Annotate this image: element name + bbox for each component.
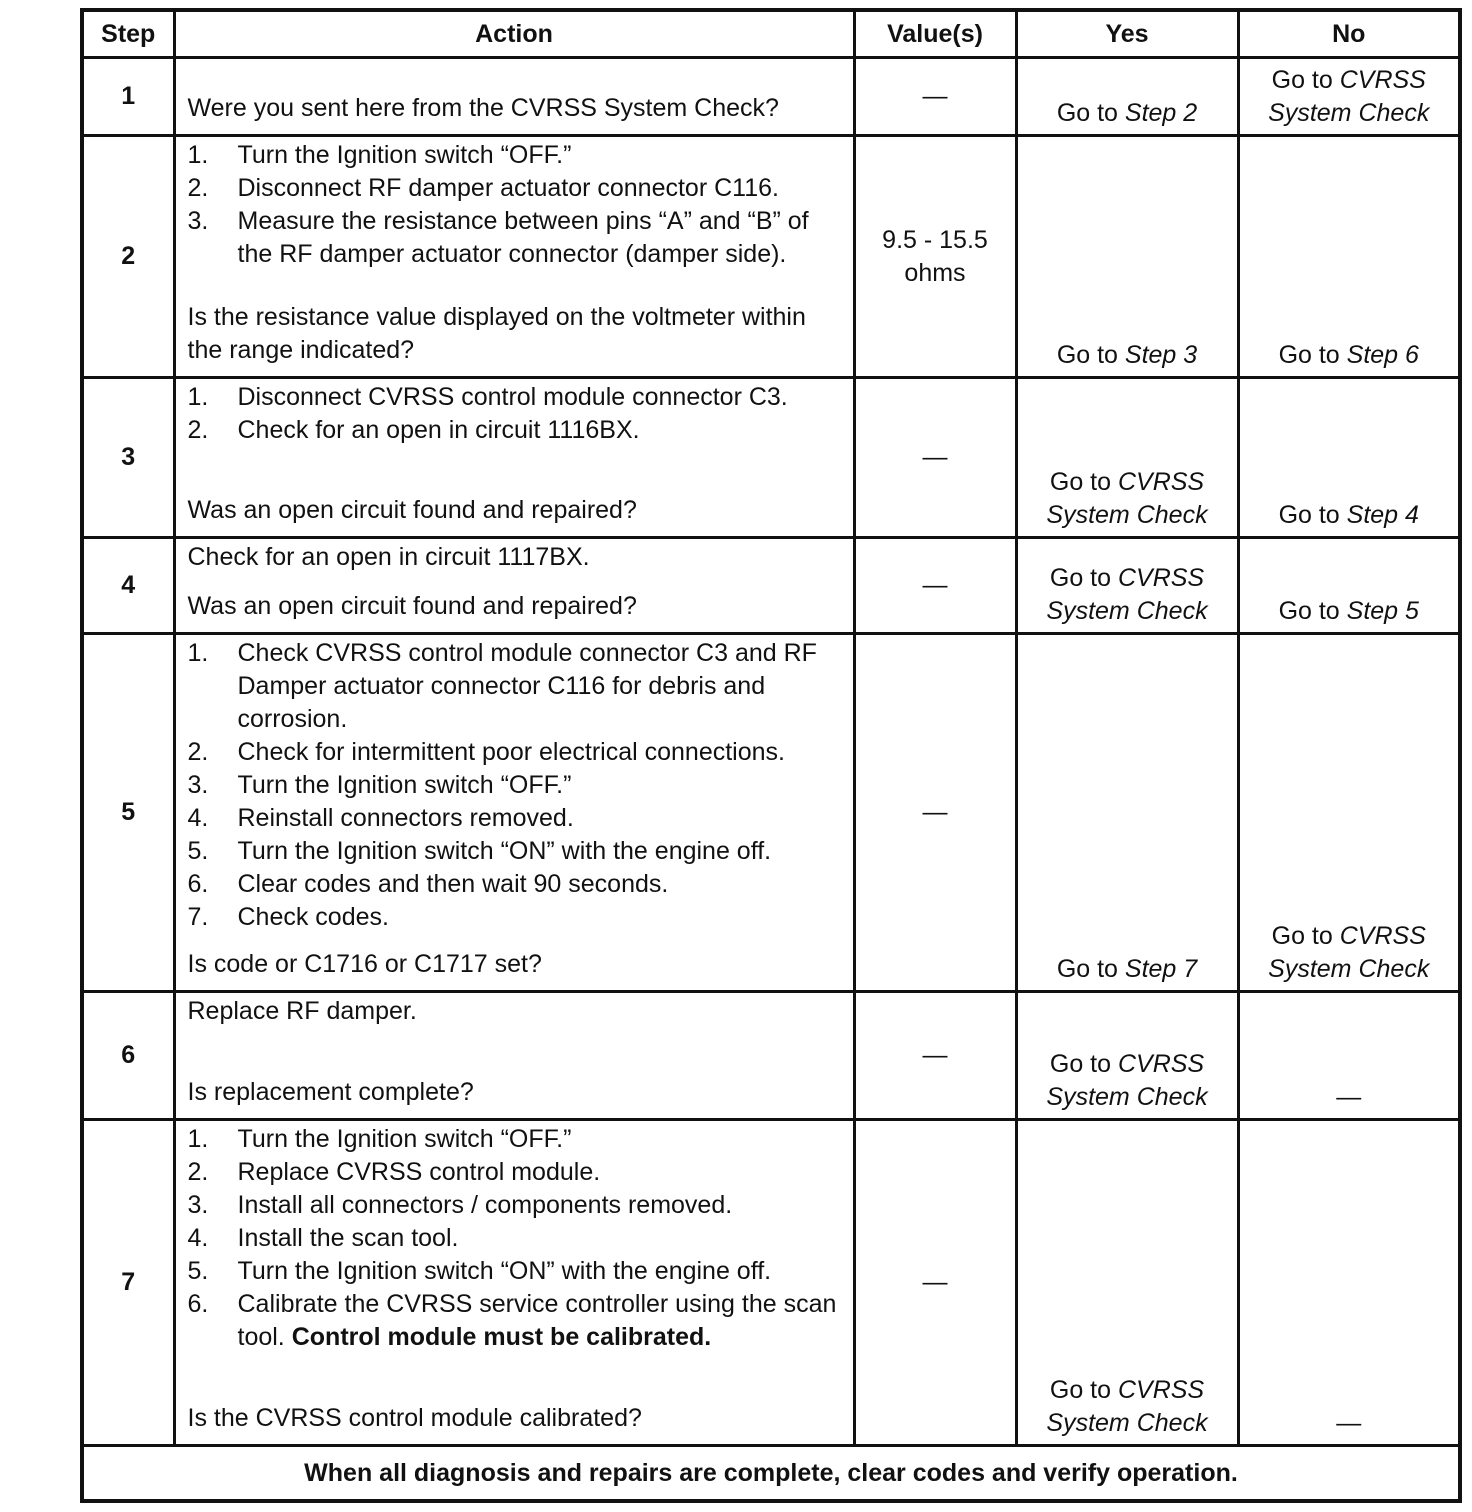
item-text — [238, 139, 843, 172]
no-prefix: Go to — [1278, 597, 1347, 625]
step-number: 5 — [82, 634, 174, 992]
item-text-body: Disconnect RF damper actuator connector C116. — [237, 174, 779, 202]
item-text-body: Measure the resistance between pins “A” and “B” of the RF damper actuator connector (damper side). — [237, 207, 809, 268]
item-text-body: Install all connectors / components removed. — [237, 1191, 733, 1219]
table-row — [82, 1120, 1460, 1446]
no-target-link[interactable]: Step 5 — [1346, 597, 1419, 625]
no-cell — [1238, 58, 1460, 136]
item-text — [238, 1189, 843, 1222]
item-number: 5. — [187, 1257, 209, 1285]
item-text-body: Replace CVRSS control module. — [237, 1158, 601, 1186]
yes-prefix: Go to — [1049, 468, 1118, 496]
action-cell — [174, 992, 854, 1120]
question-text: Was an open circuit found and repaired? — [187, 592, 637, 620]
no-prefix: Go to — [1271, 66, 1340, 94]
item-text — [238, 1288, 843, 1354]
item-text — [238, 1222, 843, 1255]
item-text — [238, 1123, 843, 1156]
action-cell — [174, 136, 854, 378]
list-item — [188, 1189, 843, 1222]
item-number: 1. — [187, 141, 209, 169]
value-text: — — [922, 1041, 948, 1069]
yes-cell — [1016, 136, 1238, 378]
item-number: 1. — [187, 639, 209, 667]
no-cell — [1238, 992, 1460, 1120]
step-number: 2 — [82, 136, 174, 378]
item-text — [238, 172, 843, 205]
value-cell — [854, 136, 1016, 378]
action-cell — [174, 1120, 854, 1446]
item-text-body: Turn the Ignition switch “ON” with the engine off. — [237, 1257, 772, 1285]
yes-prefix: Go to — [1049, 1050, 1118, 1078]
item-text-body: Check codes. — [237, 903, 389, 931]
list-item — [188, 205, 843, 271]
item-text-body: Disconnect CVRSS control module connector C3. — [237, 383, 788, 411]
item-number: 2. — [187, 1158, 209, 1186]
item-number: 1. — [187, 383, 209, 411]
list-item — [188, 736, 843, 769]
value-cell — [854, 378, 1016, 538]
item-text — [238, 868, 843, 901]
yes-target-link[interactable]: CVRSS System Check — [1046, 1050, 1208, 1111]
no-target-link: — — [1336, 1083, 1362, 1111]
item-number: 1. — [187, 1125, 209, 1153]
value-cell — [854, 538, 1016, 634]
item-text — [238, 637, 843, 736]
value-cell — [854, 1120, 1016, 1446]
item-text-body: Reinstall connectors removed. — [237, 804, 574, 832]
action-list — [188, 381, 843, 447]
no-cell — [1238, 378, 1460, 538]
item-text-body: Check CVRSS control module connector C3 and RF Damper actuator connector C116 for debris and corrosion. — [237, 639, 817, 733]
table-row — [82, 58, 1460, 136]
list-item — [188, 637, 843, 736]
diagnostic-table — [80, 8, 1462, 1503]
value-text: 9.5 - 15.5 ohms — [882, 225, 988, 287]
yes-cell — [1016, 378, 1238, 538]
no-cell — [1238, 136, 1460, 378]
yes-target-link[interactable]: Step 3 — [1124, 341, 1198, 369]
item-number: 6. — [187, 870, 209, 898]
table-body — [82, 58, 1460, 1446]
item-text-body: Install the scan tool. — [237, 1224, 459, 1252]
list-item — [188, 1288, 843, 1354]
header-yes: Yes — [1016, 10, 1238, 58]
list-item — [188, 414, 843, 447]
item-number: 2. — [187, 738, 209, 766]
item-number: 4. — [187, 1224, 209, 1252]
no-target-link[interactable]: CVRSS System Check — [1268, 922, 1430, 983]
no-target-link[interactable]: Step 6 — [1346, 341, 1419, 369]
yes-prefix: Go to — [1056, 955, 1125, 983]
action-list — [188, 637, 843, 934]
no-prefix: Go to — [1278, 501, 1347, 529]
table-row — [82, 634, 1460, 992]
step-number: 4 — [82, 538, 174, 634]
question-text: Is replacement complete? — [187, 1078, 474, 1106]
item-text-body: Check for intermittent poor electrical connections. — [237, 738, 785, 766]
table-row — [82, 378, 1460, 538]
list-item — [188, 172, 843, 205]
item-text — [238, 414, 843, 447]
item-number: 6. — [187, 1290, 209, 1318]
question-text: Was an open circuit found and repaired? — [187, 496, 637, 524]
yes-target-link[interactable]: Step 7 — [1124, 955, 1198, 983]
list-item — [188, 769, 843, 802]
action-list — [188, 1123, 843, 1354]
action-text: Check for an open in circuit 1117BX. — [187, 543, 590, 571]
item-number: 4. — [187, 804, 209, 832]
item-text-body: Turn the Ignition switch “OFF.” — [237, 1125, 572, 1153]
list-item — [188, 835, 843, 868]
action-list — [188, 139, 843, 271]
question-text: Were you sent here from the CVRSS System Check? — [187, 94, 779, 122]
no-cell — [1238, 538, 1460, 634]
step-number: 1 — [82, 58, 174, 136]
yes-prefix: Go to — [1056, 341, 1125, 369]
item-number: 7. — [187, 903, 209, 931]
list-item — [188, 901, 843, 934]
no-prefix: Go to — [1278, 341, 1347, 369]
item-text-body: Turn the Ignition switch “OFF.” — [237, 771, 572, 799]
yes-cell — [1016, 992, 1238, 1120]
value-text: — — [922, 82, 948, 110]
item-text — [238, 1156, 843, 1189]
item-text — [238, 901, 843, 934]
list-item — [188, 139, 843, 172]
value-cell — [854, 992, 1016, 1120]
action-text: Replace RF damper. — [187, 997, 417, 1025]
value-text: — — [922, 571, 948, 599]
item-number: 3. — [187, 207, 209, 235]
header-step: Step — [82, 10, 174, 58]
yes-cell — [1016, 1120, 1238, 1446]
action-cell — [174, 58, 854, 136]
item-warning: Control module must be calibrated. — [291, 1323, 712, 1351]
question-text: Is the resistance value displayed on the voltmeter within the range indicated? — [187, 303, 806, 364]
yes-cell — [1016, 58, 1238, 136]
question-text: Is the CVRSS control module calibrated? — [187, 1404, 642, 1432]
no-target-link[interactable]: Step 4 — [1346, 501, 1419, 529]
no-prefix: Go to — [1271, 922, 1340, 950]
yes-target-link[interactable]: Step 2 — [1124, 99, 1198, 127]
action-cell — [174, 538, 854, 634]
item-text-body: Turn the Ignition switch “ON” with the engine off. — [237, 837, 772, 865]
item-number: 2. — [187, 416, 209, 444]
item-number: 5. — [187, 837, 209, 865]
item-number: 3. — [187, 771, 209, 799]
item-number: 2. — [187, 174, 209, 202]
step-number: 7 — [82, 1120, 174, 1446]
no-cell — [1238, 1120, 1460, 1446]
item-text — [238, 769, 843, 802]
item-text — [238, 802, 843, 835]
action-cell — [174, 378, 854, 538]
value-cell — [854, 634, 1016, 992]
yes-prefix: Go to — [1056, 99, 1125, 127]
yes-target-link[interactable]: CVRSS System Check — [1046, 564, 1208, 625]
value-text: — — [922, 798, 948, 826]
yes-target-link[interactable]: CVRSS System Check — [1046, 468, 1208, 529]
list-item — [188, 1222, 843, 1255]
yes-target-link[interactable]: CVRSS System Check — [1046, 1376, 1208, 1437]
item-text-body: Check for an open in circuit 1116BX. — [237, 416, 640, 444]
no-target-link[interactable]: CVRSS System Check — [1268, 66, 1430, 127]
value-text: — — [922, 443, 948, 471]
item-text-body: Clear codes and then wait 90 seconds. — [237, 870, 669, 898]
item-text — [238, 736, 843, 769]
list-item — [188, 868, 843, 901]
yes-prefix: Go to — [1049, 564, 1118, 592]
question-text: Is code or C1716 or C1717 set? — [187, 950, 542, 978]
header-values: Value(s) — [854, 10, 1016, 58]
action-cell — [174, 634, 854, 992]
yes-cell — [1016, 634, 1238, 992]
footer-row — [82, 1446, 1460, 1502]
item-text — [238, 205, 843, 271]
item-text-body: Turn the Ignition switch “OFF.” — [237, 141, 572, 169]
item-text-body: Calibrate the CVRSS service controller using the scan tool. — [237, 1290, 837, 1351]
list-item — [188, 1156, 843, 1189]
list-item — [188, 802, 843, 835]
item-text — [238, 381, 843, 414]
footer-note: When all diagnosis and repairs are complete, clear codes and verify operation. — [82, 1446, 1460, 1502]
table-row — [82, 538, 1460, 634]
table-row — [82, 992, 1460, 1120]
no-target-link: — — [1336, 1409, 1362, 1437]
yes-prefix: Go to — [1049, 1376, 1118, 1404]
header-no: No — [1238, 10, 1460, 58]
table-row — [82, 136, 1460, 378]
step-number: 3 — [82, 378, 174, 538]
item-number: 3. — [187, 1191, 209, 1219]
header-row — [82, 10, 1460, 58]
step-number: 6 — [82, 992, 174, 1120]
value-cell — [854, 58, 1016, 136]
no-cell — [1238, 634, 1460, 992]
header-action: Action — [174, 10, 854, 58]
value-text: — — [922, 1268, 948, 1296]
item-text — [238, 1255, 843, 1288]
list-item — [188, 381, 843, 414]
list-item — [188, 1123, 843, 1156]
yes-cell — [1016, 538, 1238, 634]
item-text — [238, 835, 843, 868]
list-item — [188, 1255, 843, 1288]
